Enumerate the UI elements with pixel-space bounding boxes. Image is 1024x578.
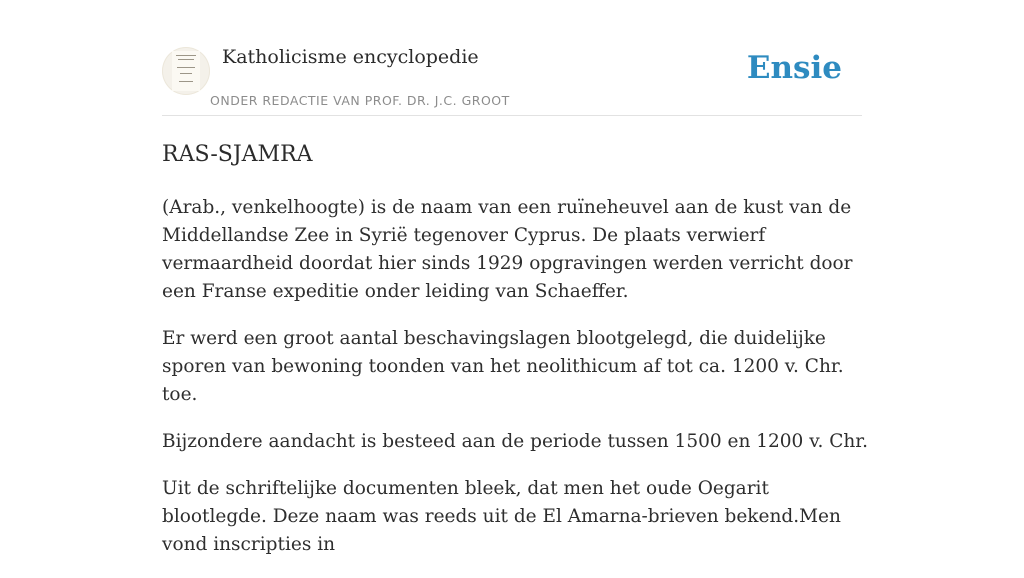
- article: [162, 136, 872, 578]
- article-paragraph: Bijzondere aandacht is besteed aan de periode tussen 1500 en 1200 v. Chr.: [162, 431, 868, 452]
- ensie-logo-link[interactable]: Ensie: [746, 50, 842, 86]
- article-paragraph: Uit de schriftelijke documenten bleek, dat men het oude Oegarit blootlegde. Deze naam was reeds uit de El Amarna-brieven bekend.Men vond inscripties in: [162, 478, 841, 555]
- book-cover-thumbnail[interactable]: [162, 47, 210, 95]
- page-header: [162, 38, 862, 116]
- editor-credit: ONDER REDACTIE VAN PROF. DR. J.C. GROOT: [210, 93, 510, 108]
- cover-line: [178, 59, 194, 60]
- cover-line: [179, 81, 193, 82]
- cover-line: [180, 73, 192, 74]
- cover-line: [177, 67, 195, 68]
- book-title-link[interactable]: Katholicisme encyclopedie: [222, 46, 479, 68]
- book-cover-icon: [172, 51, 200, 91]
- article-title: RAS-SJAMRA: [162, 142, 313, 167]
- article-paragraph: (Arab., venkelhoogte) is de naam van een ruïneheuvel aan de kust van de Middellandse Zee in Syrië tegenover Cyprus. De plaats verwierf vermaardheid doordat hier sinds 1929 opgravingen werden verricht door een Franse expeditie onder leiding van Schaeffer.: [162, 197, 853, 302]
- cover-line: [176, 55, 196, 56]
- article-paragraph: Er werd een groot aantal beschavingslagen blootgelegd, die duidelijke sporen van bewoning toonden van het neolithicum af tot ca. 1200 v. Chr. toe.: [162, 328, 844, 405]
